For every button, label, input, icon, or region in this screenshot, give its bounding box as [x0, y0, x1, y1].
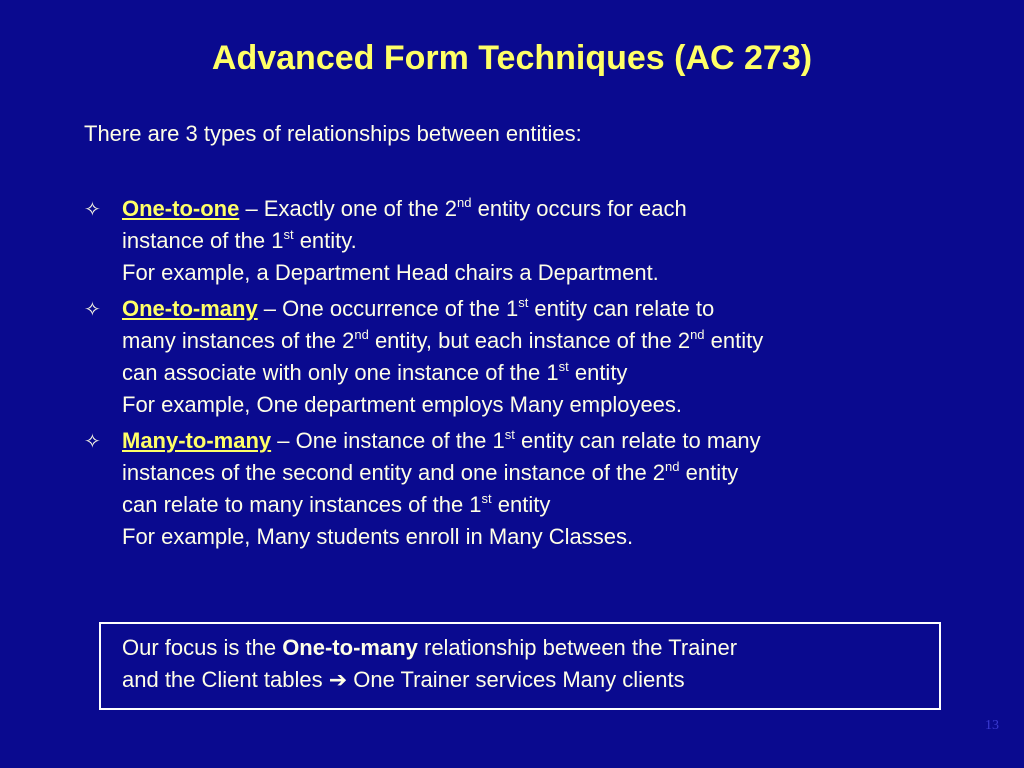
bullet-one-to-one: [84, 193, 964, 289]
focus-line: Our focus is the One-to-many relationship between the Trainer: [122, 635, 738, 660]
star-bullet-icon: ✧: [84, 429, 101, 453]
term-many-to-many: Many-to-many: [122, 428, 272, 453]
bullet-example: For example, a Department Head chairs a Department.: [122, 260, 659, 285]
bullet-line: can associate with only one instance of the 1st entity: [122, 359, 628, 385]
star-bullet-icon: ✧: [84, 197, 101, 221]
bullet-line: One-to-many – One occurrence of the 1st entity can relate to: [122, 295, 715, 321]
page-number: 13: [985, 718, 999, 733]
bullet-line: instances of the second entity and one instance of the 2nd entity: [122, 459, 739, 485]
focus-term: One-to-many: [282, 635, 418, 660]
bullet-many-to-many: [84, 425, 964, 553]
right-arrow-icon: ➔: [328, 668, 348, 693]
bullet-one-to-many: [84, 293, 964, 421]
bullet-line: One-to-one – Exactly one of the 2nd entity occurs for each: [122, 195, 687, 221]
bullet-line: instance of the 1st entity.: [122, 227, 357, 253]
bullet-list: [84, 193, 964, 553]
term-one-to-one: One-to-one: [122, 196, 240, 221]
term-one-to-many: One-to-many: [122, 296, 258, 321]
focus-callout-box: [99, 622, 941, 710]
bullet-example: For example, One department employs Many employees.: [122, 392, 683, 417]
bullet-line: can relate to many instances of the 1st entity: [122, 491, 551, 517]
focus-line: and the Client tables ➔ One Trainer services Many clients: [122, 667, 685, 693]
bullet-line: many instances of the 2nd entity, but each instance of the 2nd entity: [122, 327, 764, 353]
bullet-line: Many-to-many – One instance of the 1st entity can relate to many: [122, 427, 761, 453]
star-bullet-icon: ✧: [84, 297, 101, 321]
slide-title: Advanced Form Techniques (AC 273): [211, 39, 813, 77]
intro-text: There are 3 types of relationships between entities:: [84, 121, 582, 146]
bullet-example: For example, Many students enroll in Many Classes.: [122, 524, 634, 549]
